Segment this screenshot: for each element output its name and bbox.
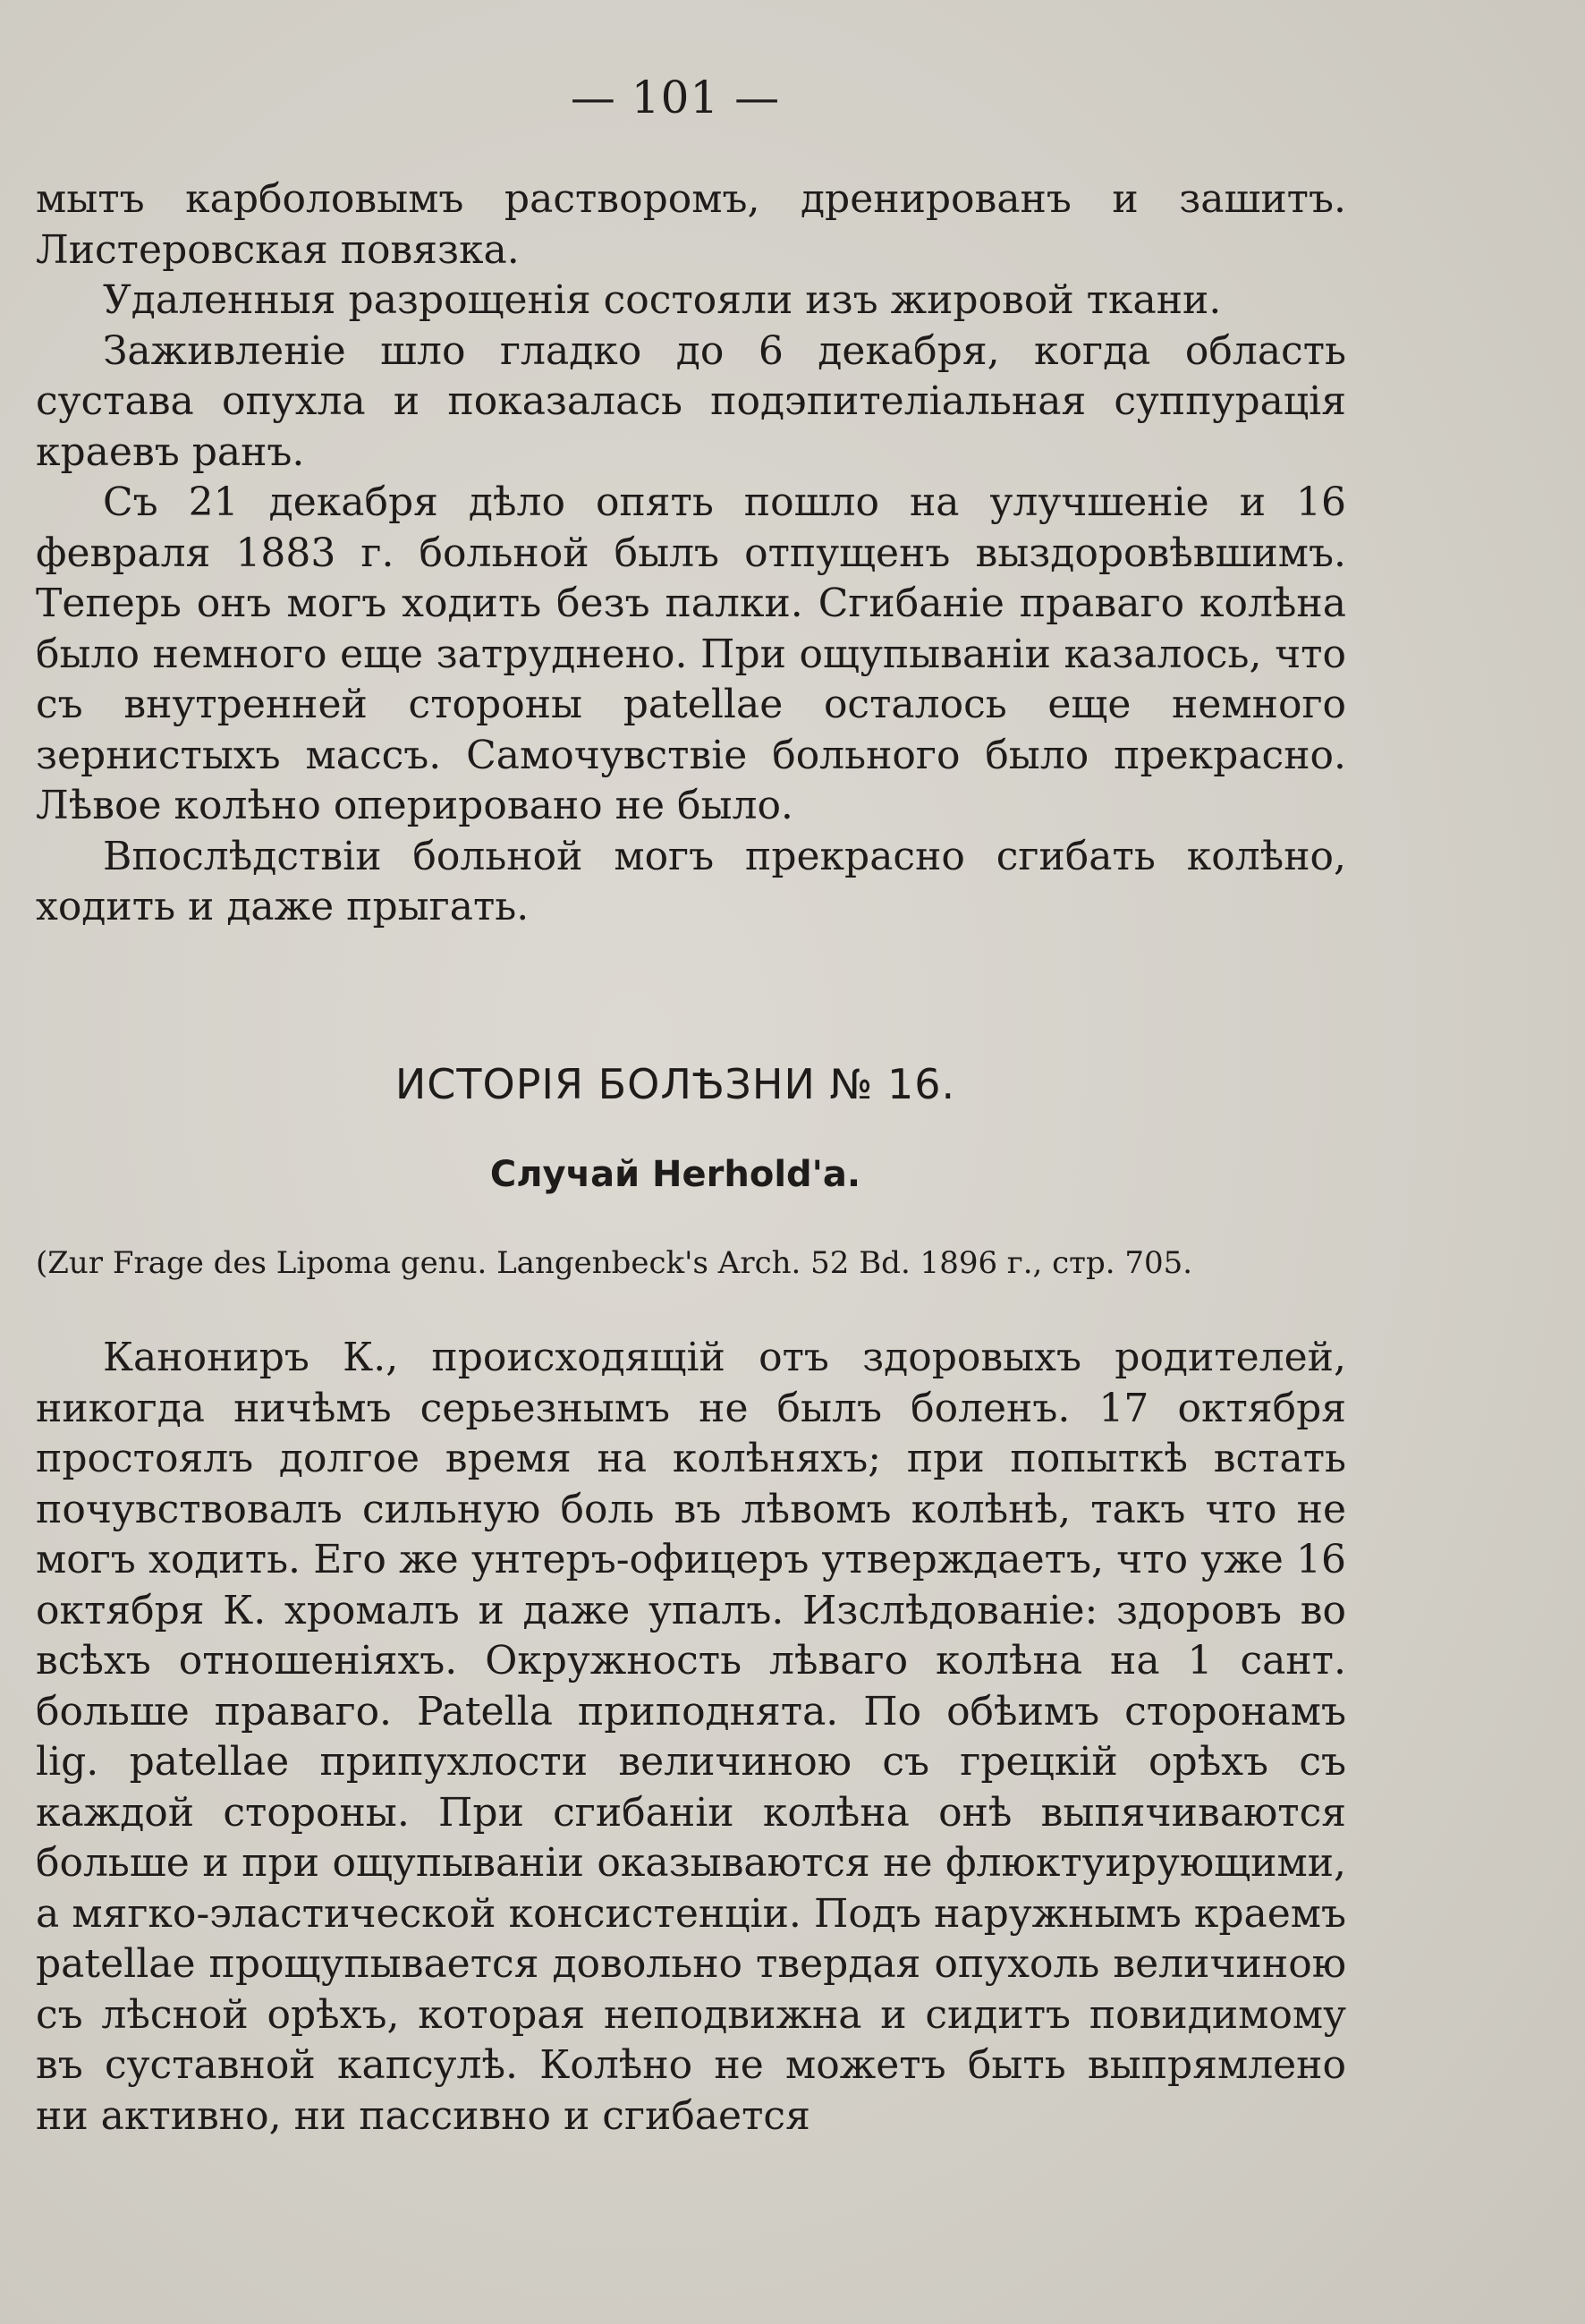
page-number: — 101 —: [570, 72, 781, 123]
paragraph: Съ 21 декабря дѣло опять пошло на улучшеніе и 16 февраля 1883 г. больной былъ отпущенъ выздоровѣвшимъ. Теперь онъ могъ ходить безъ палки. Сгибаніе праваго колѣна было немного еще затруднено. При ощупываніи казалось, что съ внутренней стороны patellae осталось еще немного зернистыхъ массъ. Самочувствіе больного было прекрасно. Лѣвое колѣно оперировано не было.: [36, 479, 1346, 828]
paragraph: Канониръ К., происходящій отъ здоровыхъ родителей, никогда ничѣмъ серьезнымъ не былъ боленъ. 17 октября простоялъ долгое время на колѣняхъ; при попыткѣ встать почувствовалъ сильную боль въ лѣвомъ колѣнѣ, такъ что не могъ ходить. Его же унтеръ-офицеръ утверждаетъ, что уже 16 октября К. хромалъ и даже упалъ. Изслѣдованіе: здоровъ во всѣхъ отношеніяхъ. Окружность лѣваго колѣна на 1 сант. больше праваго. Patella приподнята. По обѣимъ сторонамъ lig. patellae припухлости величиною съ грецкій орѣхъ съ каждой стороны. При сгибаніи колѣна онѣ выпячиваются больше и при ощупываніи оказываются не флюктуирующими, а мягко-эластической консистенціи. Подъ наружнымъ краемъ patellae прощупывается довольно твердая опухоль величиною съ лѣсной орѣхъ, которая неподвижна и сидитъ повидимому въ суставной капсулѣ. Колѣно не можетъ быть выпрямлено ни активно, ни пассивно и сгибается: [36, 1335, 1346, 2139]
bottom-text-block: [36, 1333, 1346, 2142]
case-subtitle: Случай Herhold'a.: [489, 1154, 861, 1195]
paragraph: Заживленіе шло гладко до 6 декабря, когда область сустава опухла и показалась подэпителіальная суппурація краевъ ранъ.: [36, 327, 1346, 475]
citation: (Zur Frage des Lipoma genu. Langenbeck's Arch. 52 Bd. 1896 г., стр. 705.: [36, 1245, 1193, 1281]
paragraph: мытъ карболовымъ растворомъ, дренированъ и зашитъ. Листеровская повязка.: [36, 176, 1346, 273]
top-text-block: [36, 174, 1346, 933]
paragraph: Впослѣдствіи больной могъ прекрасно сгибать колѣно, ходить и даже прыгать.: [36, 833, 1346, 929]
case-history-title: ИСТОРІЯ БОЛѢЗНИ № 16.: [394, 1060, 956, 1108]
paragraph: Удаленныя разрощенія состояли изъ жировой ткани.: [103, 277, 1222, 323]
